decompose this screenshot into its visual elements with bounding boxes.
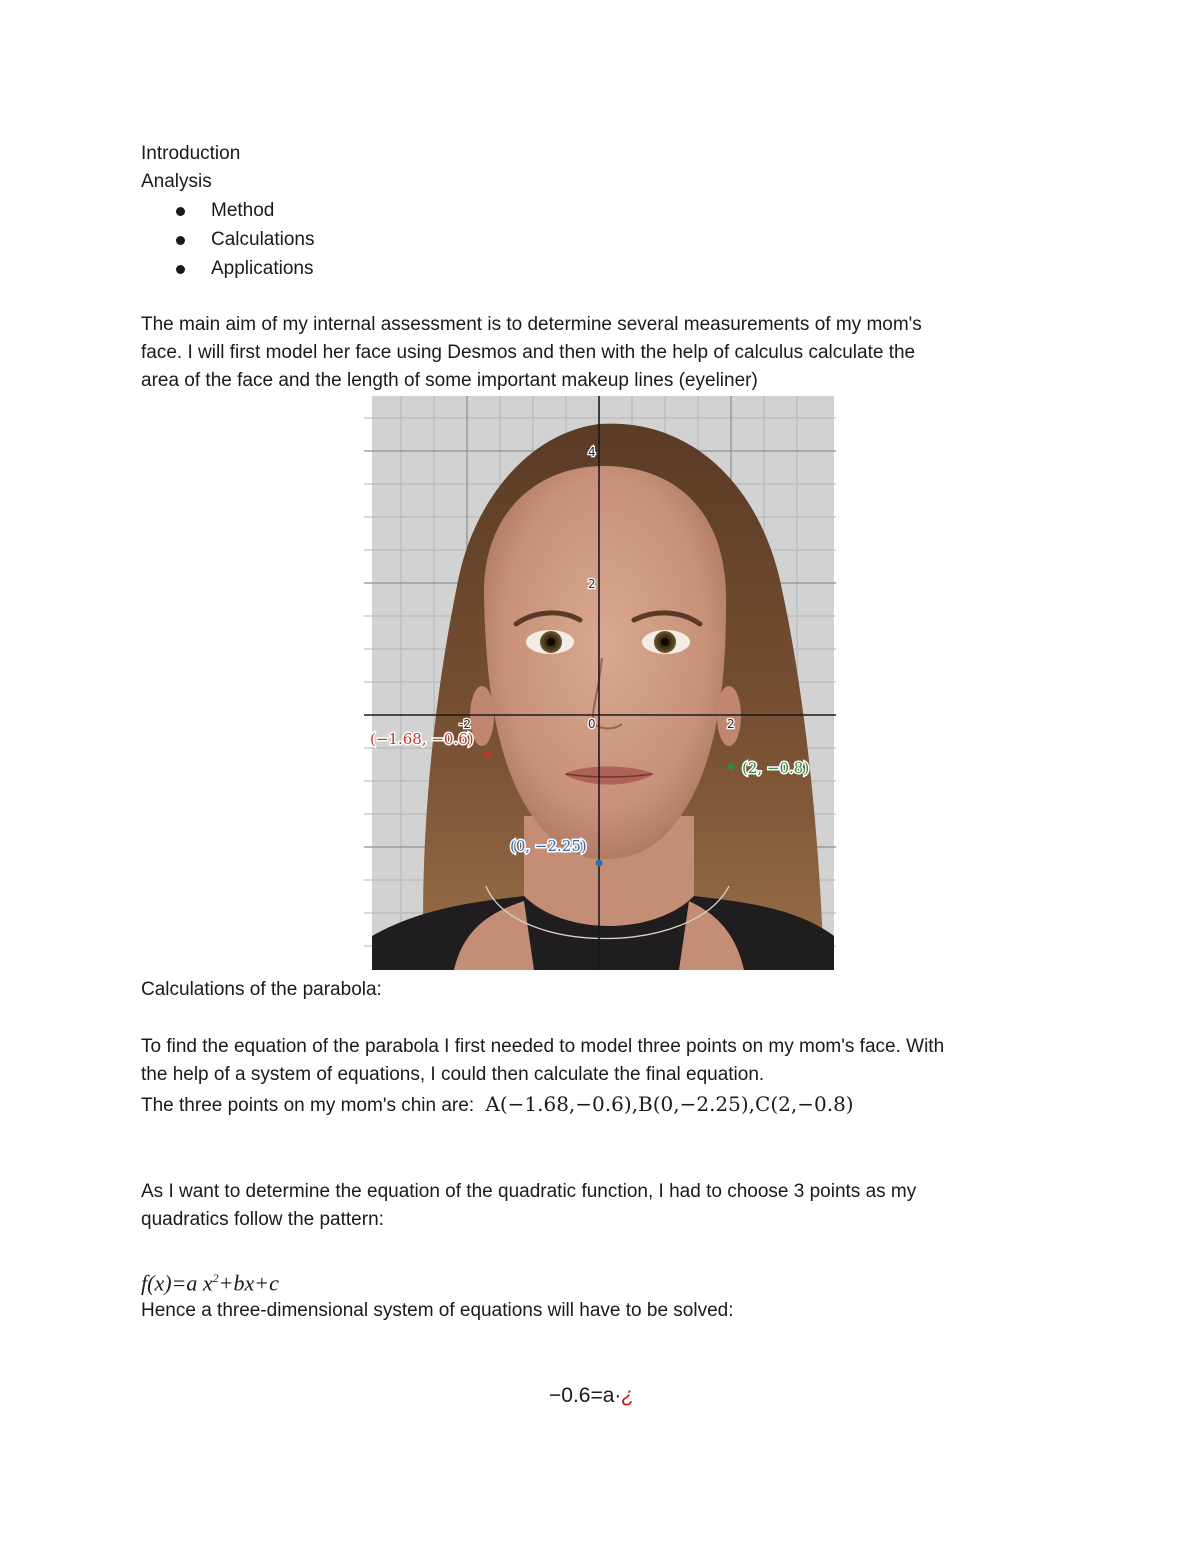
- desmos-graph: [364, 396, 836, 970]
- tick-label-origin: 0: [588, 717, 596, 731]
- toc-analysis: Analysis: [141, 171, 212, 192]
- point-a[interactable]: [485, 752, 492, 759]
- points-intro: The three points on my mom's chin are:: [141, 1095, 475, 1116]
- point-c[interactable]: [728, 764, 735, 771]
- aim-line-3: area of the face and the length of some important makeup lines (eyeliner): [141, 370, 758, 391]
- calc-para1-line2: the help of a system of equations, I could then calculate the final equation.: [141, 1064, 765, 1085]
- formula-lhs: f(x)=a x: [141, 1270, 213, 1296]
- formula-rhs: +bx+c: [218, 1270, 279, 1296]
- point-a-label: (−1.68, −0.6): [370, 730, 474, 748]
- calc-para2-line1: As I want to determine the equation of the quadratic function, I had to choose 3 points as my: [141, 1181, 917, 1202]
- point-b-label: (0, −2.25): [510, 837, 587, 855]
- bullet-dot: [176, 236, 185, 245]
- aim-line-2: face. I will first model her face using Desmos and then with the help of calculus calculate the: [141, 342, 916, 363]
- toc-bullet-method: Method: [211, 200, 275, 221]
- tick-label-y4: 4: [588, 445, 596, 459]
- tick-label-x-pos2: 2: [727, 717, 735, 731]
- hence-line: Hence a three-dimensional system of equations will have to be solved:: [141, 1300, 734, 1321]
- toc-bullet-calculations: Calculations: [211, 229, 315, 250]
- point-b[interactable]: [596, 860, 603, 867]
- point-c-label: (2, −0.8): [742, 759, 810, 777]
- right-ear: [717, 686, 741, 746]
- bullet-dot: [176, 207, 185, 216]
- desmos-face-figure: [364, 396, 836, 970]
- equation-start: −0.6=a·: [549, 1384, 622, 1407]
- toc-bullet-applications: Applications: [211, 258, 314, 279]
- calc-heading: Calculations of the parabola:: [141, 979, 382, 1000]
- bullet-dot: [176, 265, 185, 274]
- points-line: [141, 1090, 854, 1120]
- equation-error-glyph: ¿: [621, 1384, 635, 1407]
- aim-line-1: The main aim of my internal assessment is to determine several measurements of my mom's: [141, 314, 922, 335]
- tick-label-y2: 2: [588, 577, 596, 591]
- tick-label-x-neg2: -2: [459, 717, 471, 731]
- calc-para1-line1: To find the equation of the parabola I first needed to model three points on my mom's face. With: [141, 1036, 945, 1057]
- quadratic-formula: [141, 1264, 279, 1297]
- toc-introduction: Introduction: [141, 143, 241, 164]
- points-math: A(−1.68,−0.6),B(0,−2.25),C(2,−0.8): [485, 1092, 854, 1116]
- equation-line: [549, 1382, 634, 1410]
- formula-exponent: 2: [212, 1271, 219, 1285]
- calc-para2-line2: quadratics follow the pattern:: [141, 1209, 384, 1230]
